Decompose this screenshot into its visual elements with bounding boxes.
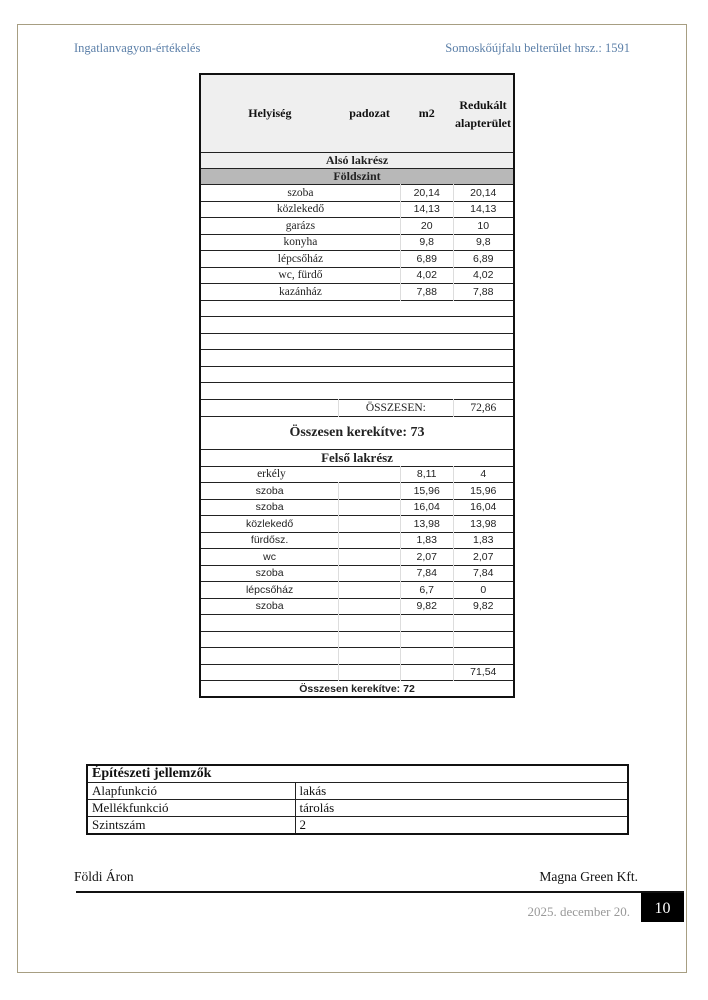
upper-total-value: 71,54 (453, 664, 514, 681)
room-name: kazánház (200, 284, 400, 301)
room-reduced: 9,82 (453, 598, 514, 615)
room-reduced: 4,02 (453, 267, 514, 284)
room-flooring (339, 532, 401, 549)
room-name: wc (200, 549, 339, 566)
room-reduced: 0 (453, 582, 514, 599)
room-name: konyha (200, 234, 400, 251)
room-name: közlekedő (200, 516, 339, 533)
room-name: közlekedő (200, 201, 400, 218)
column-header-flooring: padozat (339, 74, 401, 153)
table-row (200, 598, 514, 615)
footer-company: Magna Green Kft. (539, 869, 638, 884)
room-reduced: 4 (453, 466, 514, 483)
room-name: garázs (200, 218, 400, 235)
lower-rounded-total: Összesen kerekítve: 73 (200, 416, 514, 449)
room-m2: 9,82 (400, 598, 453, 615)
lower-total-row (200, 399, 514, 416)
feature-label: Alapfunkció (87, 783, 295, 800)
feature-value: lakás (295, 783, 628, 800)
room-flooring (339, 565, 401, 582)
architectural-features-title: Építészeti jellemzők (87, 765, 628, 783)
feature-label: Mellékfunkció (87, 800, 295, 817)
room-reduced: 20,14 (453, 185, 514, 202)
room-name: erkély (200, 466, 400, 483)
empty-row (200, 350, 514, 367)
room-m2: 7,84 (400, 565, 453, 582)
room-name: wc, fürdő (200, 267, 400, 284)
room-m2: 16,04 (400, 499, 453, 516)
room-name: szoba (200, 598, 339, 615)
upper-total-row (200, 664, 514, 681)
room-reduced: 2,07 (453, 549, 514, 566)
room-m2: 14,13 (400, 201, 453, 218)
room-m2: 1,83 (400, 532, 453, 549)
table-row (87, 817, 628, 835)
room-name: fürdősz. (200, 532, 339, 549)
room-flooring (339, 483, 401, 500)
room-name: szoba (200, 185, 400, 202)
table-row (200, 549, 514, 566)
architectural-features-table (86, 764, 629, 835)
room-reduced: 10 (453, 218, 514, 235)
feature-label: Szintszám (87, 817, 295, 835)
room-name: szoba (200, 483, 339, 500)
room-m2: 15,96 (400, 483, 453, 500)
table-row (200, 284, 514, 301)
table-header-row (200, 74, 514, 153)
room-reduced: 9,8 (453, 234, 514, 251)
area-table (199, 73, 515, 698)
table-row (200, 201, 514, 218)
table-row (200, 516, 514, 533)
table-row (200, 185, 514, 202)
room-reduced: 1,83 (453, 532, 514, 549)
room-m2: 13,98 (400, 516, 453, 533)
room-reduced: 7,88 (453, 284, 514, 301)
upper-rounded-total: Összesen kerekítve: 72 (200, 681, 514, 698)
room-m2: 6,7 (400, 582, 453, 599)
empty-row (200, 383, 514, 400)
table-row (87, 783, 628, 800)
room-m2: 4,02 (400, 267, 453, 284)
empty-row (200, 300, 514, 317)
page-number: 10 (641, 893, 684, 922)
header-document-title: Ingatlanvagyon-értékelés (74, 41, 201, 55)
room-flooring (339, 582, 401, 599)
section-upper-apartment: Felső lakrész (200, 449, 514, 466)
room-reduced: 13,98 (453, 516, 514, 533)
room-flooring (339, 516, 401, 533)
empty-row (200, 631, 514, 648)
footer-divider (76, 891, 684, 893)
lower-total-label: ÖSSZESEN: (339, 399, 453, 416)
empty-row (200, 317, 514, 334)
footer-date: 2025. december 20. (527, 904, 630, 919)
table-row (200, 267, 514, 284)
room-name: szoba (200, 565, 339, 582)
room-m2: 20,14 (400, 185, 453, 202)
column-header-m2: m2 (400, 74, 453, 153)
room-reduced: 14,13 (453, 201, 514, 218)
column-header-reduced-area-text: Redukált alapterület (455, 97, 511, 130)
table-row (200, 582, 514, 599)
table-row (200, 234, 514, 251)
table-row (200, 565, 514, 582)
room-name: lépcsőház (200, 251, 400, 268)
table-row (200, 466, 514, 483)
table-row (200, 532, 514, 549)
table-row (200, 499, 514, 516)
room-name: lépcsőház (200, 582, 339, 599)
empty-row (200, 615, 514, 632)
table-row (200, 218, 514, 235)
room-m2: 20 (400, 218, 453, 235)
room-m2: 6,89 (400, 251, 453, 268)
room-reduced: 15,96 (453, 483, 514, 500)
table-row (200, 251, 514, 268)
room-name: szoba (200, 499, 339, 516)
column-header-room: Helyiség (200, 74, 339, 153)
room-flooring (339, 499, 401, 516)
room-flooring (339, 549, 401, 566)
footer-author: Földi Áron (74, 869, 134, 884)
feature-value: tárolás (295, 800, 628, 817)
room-reduced: 16,04 (453, 499, 514, 516)
section-lower-apartment: Alsó lakrész (200, 153, 514, 169)
room-flooring (339, 598, 401, 615)
room-reduced: 7,84 (453, 565, 514, 582)
room-reduced: 6,89 (453, 251, 514, 268)
room-m2: 8,11 (400, 466, 453, 483)
room-m2: 9,8 (400, 234, 453, 251)
header-property-id: Somoskőújfalu belterület hrsz.: 1591 (445, 41, 630, 55)
column-header-reduced-area (453, 74, 514, 153)
table-row (87, 800, 628, 817)
floor-ground-level: Földszint (200, 169, 514, 185)
empty-row (200, 333, 514, 350)
room-m2: 2,07 (400, 549, 453, 566)
empty-row (200, 648, 514, 665)
table-row (200, 483, 514, 500)
lower-total-value: 72,86 (453, 399, 514, 416)
feature-value: 2 (295, 817, 628, 835)
empty-row (200, 366, 514, 383)
room-m2: 7,88 (400, 284, 453, 301)
